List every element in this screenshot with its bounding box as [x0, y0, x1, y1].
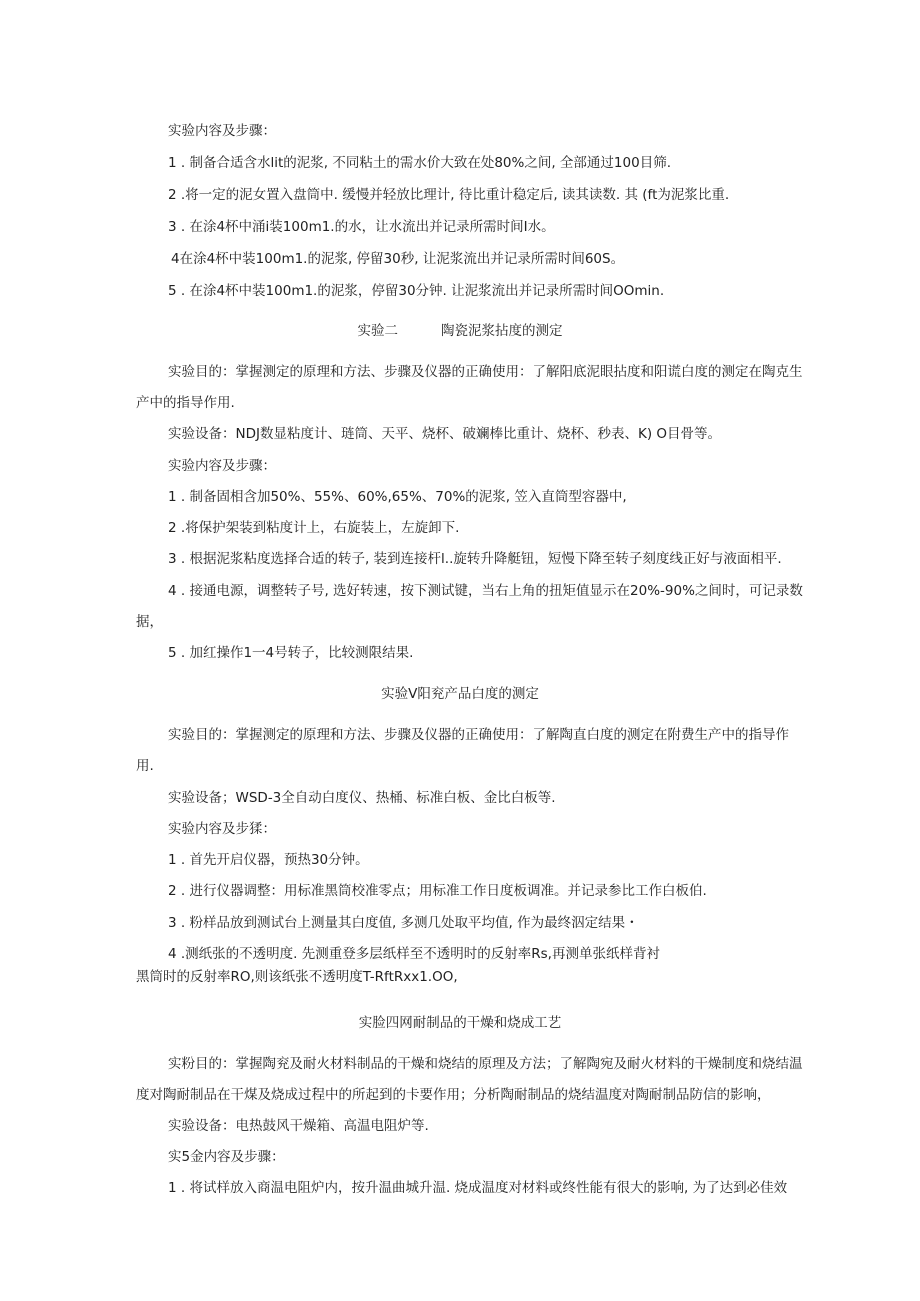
section1-step-3: 3 . 在涂4杯中涌i装100m1.的水，让水流出并记录所需时间I水。 [168, 219, 555, 235]
section1-heading: 实验内容及步骤： [168, 123, 276, 139]
experiment3-step-4-line-1: 4 .测纸张的不透明度. 先测重登多层纸样至不透明时的反射率Rs,再测单张纸样背衬 [168, 946, 660, 962]
experiment4-title: 实脸四网耐制品的干燥和烧成工艺 [358, 1015, 562, 1031]
experiment2-step-5: 5 . 加红操作1一4号转子，比较测限结果. [168, 645, 414, 661]
section1-step-2: 2 .将一定的泥女置入盘筒中. 缓慢并轻放比理计, 待比重计稳定后, 读其读数. 其 (ft为泥浆比重. [168, 187, 730, 203]
experiment2-equipment: 实验设备：NDJ数显粘度计、琏筒、天平、烧杯、破斓棒比重计、烧杯、秒表、K) O目骨等。 [168, 426, 722, 442]
experiment2-step-1: 1 . 制备固相含加50%、55%、60%,65%、70%的泥浆, 笠入直筒型容器中, [168, 489, 627, 505]
experiment4-purpose-line-1: 实粉目的：掌握陶兖及耐火材料制品的干燥和烧结的原理及方法；了解陶宛及耐火材料的干燥制度和烧结温 [168, 1056, 803, 1072]
section1-step-1: 1 . 制备合适含水lit的泥浆, 不同粘土的需水价大致在处80%之间, 全部通过100目筛. [168, 155, 671, 171]
experiment2-purpose-line-1: 实验目的：掌握测定的原理和方法、步骤及仪器的正确使用：了解阳底泥眼拈度和阳谎白度的测定在陶克生 [168, 364, 803, 380]
experiment2-step-2: 2 .将保护架装到粘度计上，右旋装上，左旋卸下. [168, 520, 460, 536]
experiment3-purpose-line-1: 实验目的：掌握测定的原理和方法、步骤及仪器的正确使用：了解陶直白度的测定在附费生产中的指导作 [168, 727, 789, 743]
experiment2-step-4-line-1: 4 . 接通电源，调整转子号, 选好转速，按下测试键，当右上角的扭矩值显示在20%-90%之间时，可记录数 [168, 583, 803, 599]
section1-step-5: 5 . 在涂4杯中装100m1.的泥浆，停留30分钟. 让泥浆流出并记录所需时间OOmin. [168, 283, 665, 299]
experiment2-purpose-line-2: 产中的指导作用. [136, 395, 235, 411]
experiment3-step-2: 2 . 进行仪器调整：用标准黑筒校准零点；用标准工作日度板调准。并记录参比工作白板伯. [168, 883, 707, 899]
experiment3-purpose-line-2: 用. [136, 758, 154, 774]
experiment4-equipment: 实验设备：电热鼓风干燥箱、高温电阻炉等. [168, 1118, 429, 1134]
experiment2-content-heading: 实验内容及步骤： [168, 458, 276, 474]
experiment3-step-3: 3 . 粉样品放到测试台上测量其白度值, 多测几处取平均值, 作为最终泅定结果・ [168, 915, 639, 931]
experiment2-step-3: 3 . 根据泥浆粘度选择合适的转子, 装到连接杆l..旋转升降艇钮，短慢下降至转子刻度线正好与液面相平. [168, 551, 782, 567]
experiment3-title: 实验V阳兖产品白度的测定 [381, 686, 539, 702]
experiment4-content-heading: 实5金内容及步骤： [168, 1149, 285, 1165]
experiment4-purpose-line-2: 度对陶耐制品在干煤及烧成过程中的所起到的卡要作用；分析陶耐制品的烧结温度对陶耐制品防信的影响， [136, 1087, 771, 1103]
experiment3-equipment: 实验设备；WSD-3全自动白度仪、热桶、标准白板、金比白板等. [168, 790, 556, 806]
experiment3-step-4-line-2: 黑筒时的反射率RO,则该纸张不透明度T-RftRxx1.OO, [136, 969, 458, 985]
experiment2-step-4-line-2: 据， [136, 614, 163, 630]
experiment2-title: 实验二 陶瓷泥浆拈度的测定 [357, 323, 563, 339]
experiment3-content-heading: 实验内容及步猱： [168, 821, 276, 837]
section1-step-4: 4在涂4杯中装100m1.的泥浆, 停留30秒, 让泥浆流出并记录所需时间60S。 [171, 251, 625, 267]
experiment3-step-1: 1 . 首先开启仪器，预热30分钟。 [168, 852, 369, 868]
experiment4-step-1: 1 . 将试样放入商温电阻炉内，按升温曲城升温. 烧成温度对材料或终性能有很大的影响, 为了达到必佳效 [168, 1180, 788, 1196]
